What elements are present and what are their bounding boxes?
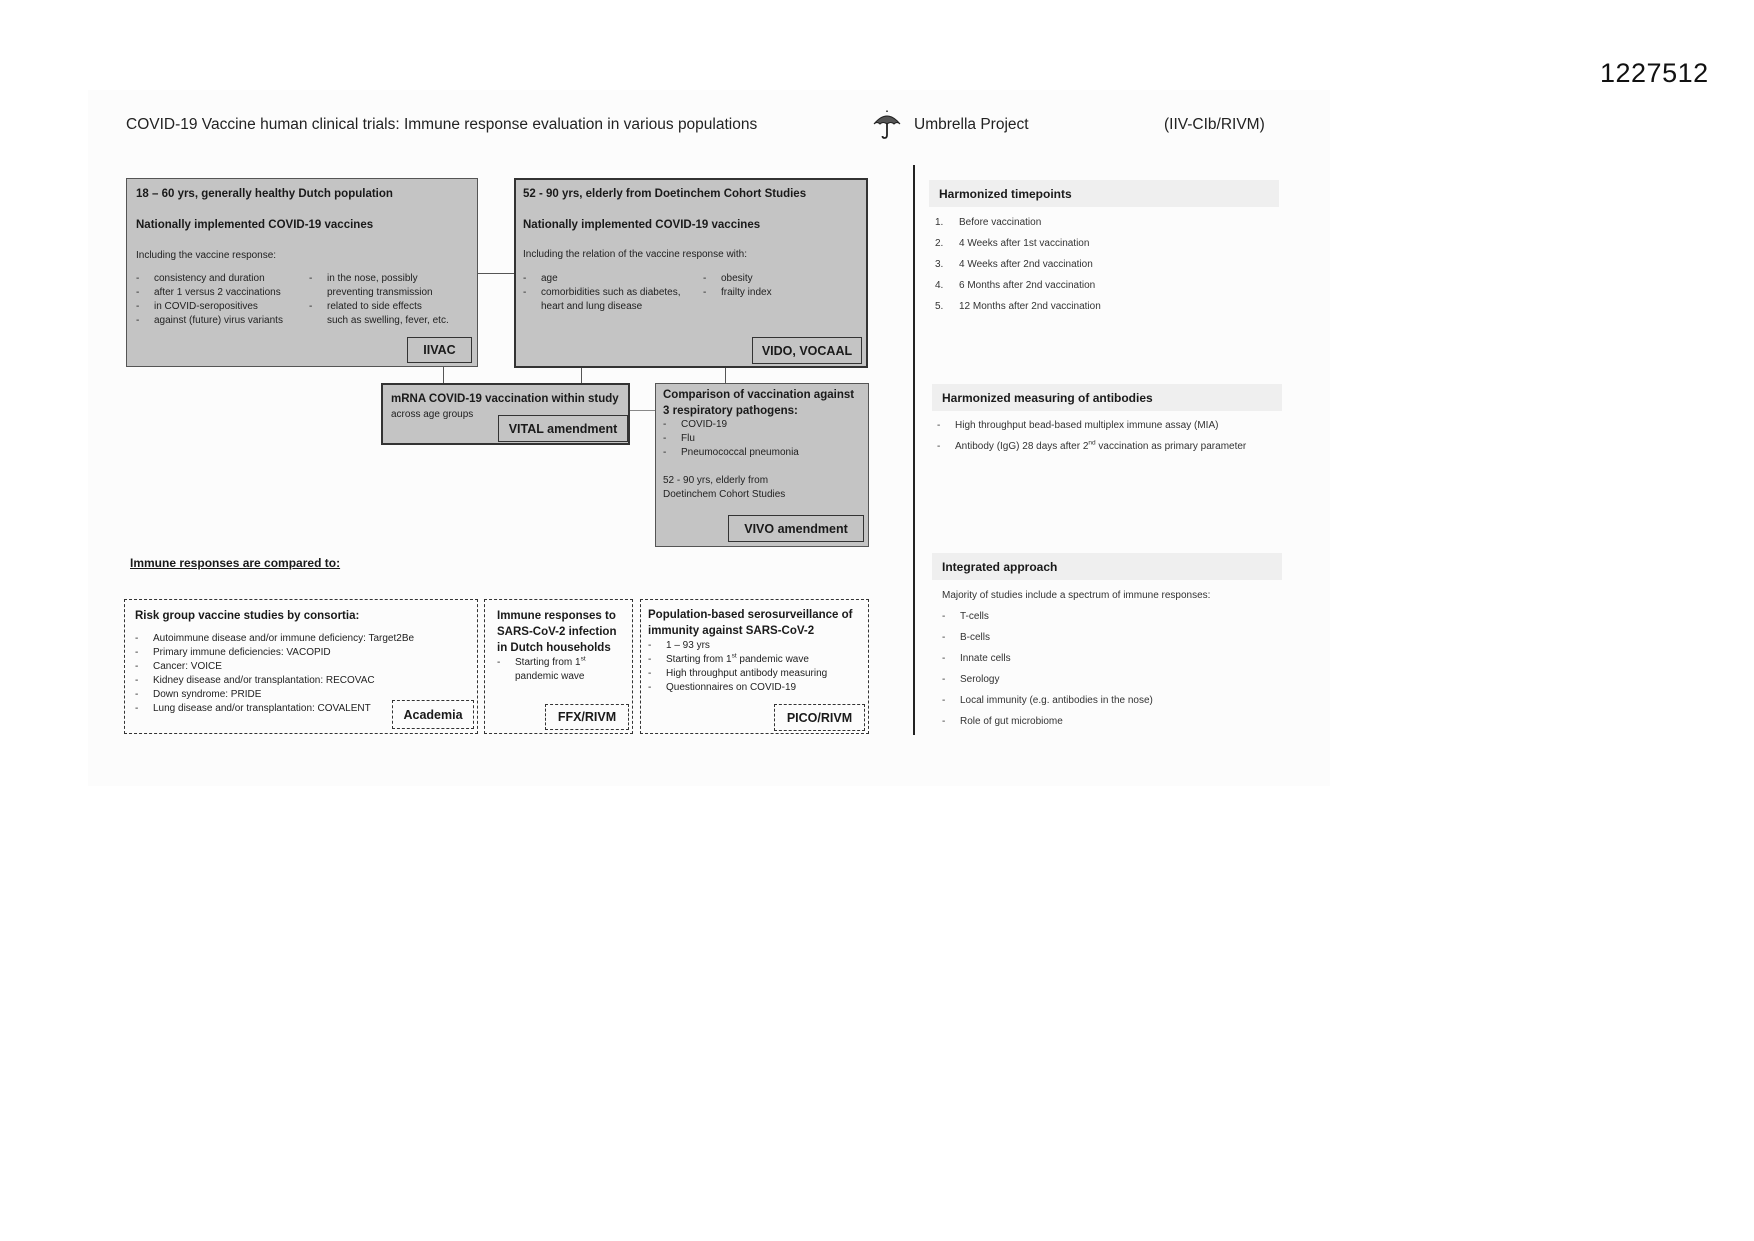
relation-list-2 (703, 272, 772, 300)
study-tag-iivac: IIVAC (407, 337, 472, 363)
iivac-study-box (126, 178, 478, 367)
ffx-list (497, 656, 586, 684)
list-item: - Lung disease and/or transplantation: COVALENT (135, 702, 414, 716)
list-item: - after 1 versus 2 vaccinations (136, 286, 283, 300)
vaccines-label: Nationally implemented COVID-19 vaccines (136, 219, 374, 231)
list-item: - Kidney disease and/or transplantation: RECOVAC (135, 674, 414, 688)
vital-title: mRNA COVID-19 vaccination within study (391, 393, 619, 405)
section-divider (913, 165, 915, 735)
ffx-box (484, 599, 633, 734)
population-label: 18 – 60 yrs, generally healthy Dutch population (136, 188, 393, 200)
study-tag-vital: VITAL amendment (498, 415, 628, 442)
list-item: - age (523, 272, 681, 286)
relation-list-1 (523, 272, 681, 314)
umbrella-icon (872, 110, 902, 140)
study-tag-vido-vocaal: VIDO, VOCAAL (752, 337, 862, 364)
vivo-study-box (655, 383, 869, 547)
list-item: 3. 4 Weeks after 2nd vaccination (935, 259, 1093, 270)
vido-study-box (514, 178, 868, 368)
timepoints-list (935, 217, 1101, 322)
list-item: - consistency and duration (136, 272, 283, 286)
integrated-list (942, 611, 1153, 737)
list-item: - Starting from 1st pandemic wave (497, 656, 586, 684)
list-item: - 1 – 93 yrs (648, 639, 827, 653)
study-tag-academia: Academia (392, 700, 474, 729)
list-item: 2. 4 Weeks after 1st vaccination (935, 238, 1090, 249)
list-item: - Innate cells (942, 653, 1153, 674)
list-item: - frailty index (703, 286, 772, 300)
academia-title: Risk group vaccine studies by consortia: (135, 610, 360, 622)
integrated-header: Integrated approach (932, 553, 1282, 580)
comparison-title: Immune responses are compared to: (130, 556, 341, 570)
list-item: - Flu (663, 432, 799, 446)
list-item: - COVID-19 (663, 418, 799, 432)
list-item: - Questionnaires on COVID-19 (648, 681, 827, 695)
list-item: - obesity (703, 272, 772, 286)
list-item: - Pneumococcal pneumonia (663, 446, 799, 460)
list-item: - B-cells (942, 632, 1153, 653)
organization-label: (IIV-CIb/RIVM) (1164, 116, 1265, 133)
population-label: 52 - 90 yrs, elderly from Doetinchem Cohort Studies (523, 188, 807, 200)
study-tag-vivo: VIVO amendment (728, 515, 864, 542)
list-item: - comorbidities such as diabetes, heart and lung disease (523, 286, 681, 314)
pico-list (648, 639, 827, 695)
list-item: - against (future) virus variants (136, 314, 283, 328)
list-item: - Antibody (IgG) 28 days after 2nd vaccination as primary parameter (937, 441, 1246, 462)
pico-title: Population-based serosurveillance of immunity against SARS-CoV-2 (648, 609, 853, 637)
document-id: 1227512 (1600, 58, 1709, 88)
response-list-2 (309, 272, 449, 328)
list-item: - High throughput antibody measuring (648, 667, 827, 681)
academia-list (135, 632, 414, 716)
page-title: COVID-19 Vaccine human clinical trials: Immune response evaluation in various populations (126, 116, 758, 133)
connector-iivac-vido (477, 273, 515, 274)
vivo-population: 52 - 90 yrs, elderly from Doetinchem Cohort Studies (663, 475, 786, 500)
antibodies-list (937, 420, 1246, 462)
connector-vido-vital (581, 366, 582, 384)
connector-iivac-vital (443, 366, 444, 384)
connector-vido-vivo (725, 366, 726, 384)
list-item: - T-cells (942, 611, 1153, 632)
academia-box (124, 599, 478, 734)
vaccines-label: Nationally implemented COVID-19 vaccines (523, 219, 761, 231)
list-item: - Local immunity (e.g. antibodies in the nose) (942, 695, 1153, 716)
pathogen-list (663, 418, 799, 460)
vital-subtitle: across age groups (391, 409, 474, 420)
study-tag-ffx-rivm: FFX/RIVM (545, 704, 629, 730)
list-item: - related to side effects such as swelling, fever, etc. (309, 300, 449, 328)
list-item: - Starting from 1st pandemic wave (648, 653, 827, 667)
list-item: - in the nose, possibly preventing transmission (309, 272, 449, 300)
response-list-1 (136, 272, 283, 328)
ffx-title: Immune responses to SARS-CoV-2 infection in Dutch households (497, 610, 617, 654)
list-item: - Autoimmune disease and/or immune deficiency: Target2Be (135, 632, 414, 646)
list-item: - Down syndrome: PRIDE (135, 688, 414, 702)
list-item: - Primary immune deficiencies: VACOPID (135, 646, 414, 660)
antibodies-header: Harmonized measuring of antibodies (932, 384, 1282, 411)
list-item: - Serology (942, 674, 1153, 695)
vital-study-box (381, 383, 630, 445)
list-item: - Role of gut microbiome (942, 716, 1153, 737)
response-intro: Including the vaccine response: (136, 250, 277, 261)
list-item: - in COVID-seropositives (136, 300, 283, 314)
pico-box (640, 599, 869, 734)
list-item: 5. 12 Months after 2nd vaccination (935, 301, 1101, 312)
list-item: - Cancer: VOICE (135, 660, 414, 674)
study-tag-pico-rivm: PICO/RIVM (774, 704, 865, 731)
timepoints-header: Harmonized timepoints (929, 180, 1279, 207)
integrated-intro: Majority of studies include a spectrum of immune responses: (942, 590, 1211, 601)
list-item: 4. 6 Months after 2nd vaccination (935, 280, 1096, 291)
list-item: - High throughput bead-based multiplex immune assay (MIA) (937, 420, 1246, 441)
vivo-title: Comparison of vaccination against 3 respiratory pathogens: (663, 389, 855, 417)
list-item: 1. Before vaccination (935, 217, 1042, 228)
relation-intro: Including the relation of the vaccine response with: (523, 249, 748, 260)
connector-vital-vivo (628, 410, 656, 411)
project-name: Umbrella Project (914, 116, 1029, 133)
